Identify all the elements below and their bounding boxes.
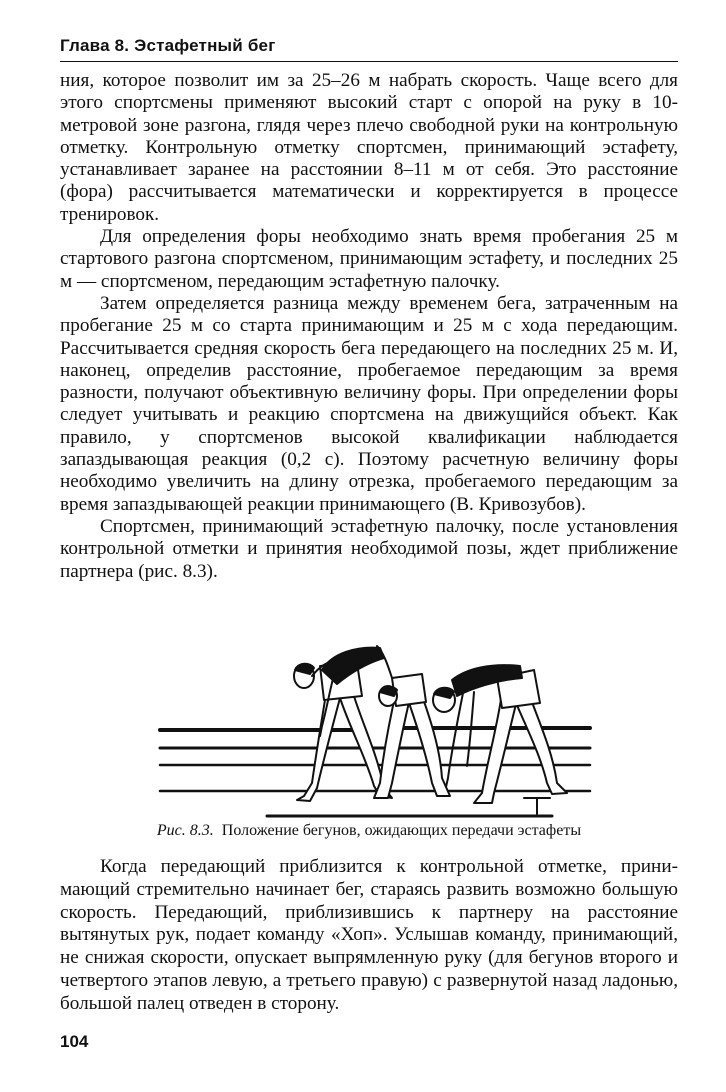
figure-caption-text: Положение бегунов, ожидающих передачи эстафеты [221, 822, 582, 839]
left-runner [294, 646, 392, 801]
paragraph: Затем определяется разница между временем бега, затраченным на пробегание 25 м со старта принимающим и 25 м с хода передающим. Рассчитывается средняя скорость бега передающего на последних 25 м. И, наконец, определив расстояние, пробегаемое передающим за время разности, получают объективную величину форы. При определении форы следует учитывать и реакцию спортсмена на движущийся объект. Как правило, у спортсменов высокой квалификации наблюдается запаздывающая реакция (0,2 с). Поэтому расчетную величину форы необходимо увеличить на длину отрезка, пробегаемого передающим за время запаздывающей реакции принимающего (В. Кривозубов). [60, 292, 678, 515]
main-text-continued [60, 856, 678, 1016]
right-runner [433, 665, 567, 803]
paragraph: Для определения форы необходимо знать время пробегания 25 м стартового разгона спортсменом, принимающим эстафету, и последних 25 м — спортсменом, передающим эстафетную палочку. [60, 226, 678, 292]
figure-label: Рис. 8.3. [156, 822, 214, 839]
page-number: 104 [60, 1032, 89, 1051]
paragraph: ния, которое позволит им за 25–26 м набрать скорость. Чаще всего для этого спортсмены применяют высокий старт с опорой на руку в 10-метровой зоне разгона, глядя через плечо свободной руки на контрольную отметку. Контрольную отметку спортсмен, принимающий эстафету, устанавливает заранее на расстоянии 8–11 м от себя. Это расстояние (фора) рассчитывается математически и корректируется в процессе тренировок. [60, 70, 678, 225]
main-text [60, 70, 678, 583]
figure-relay-runners [152, 618, 592, 833]
paragraph: Спортсмен, принимающий эстафетную палочку, после установления контрольной отметки и принятия необходимой позы, ждет приближение партнера (рис. 8.3). [60, 515, 678, 582]
runners-illustration [152, 618, 592, 833]
figure-caption [60, 821, 678, 841]
paragraph: Когда передающий приблизится к контрольной отметке, принимающий стремительно начинает бег, стараясь развить возможно большую скорость. Передающий, приблизившись к партнеру на расстояние вытянутых рук, подает команду «Хоп». Услышав команду, принимающий, не снижая скорости, опускает выпрямленную руку (для бегунов второго и четвертого этапов левую, а третьего правую) с развернутой назад ладонью, большой палец отведен в сторону. [60, 856, 678, 1014]
header-rule [60, 61, 678, 62]
book-page [60, 30, 678, 1070]
running-head: Глава 8. Эстафетный бег [60, 36, 276, 55]
